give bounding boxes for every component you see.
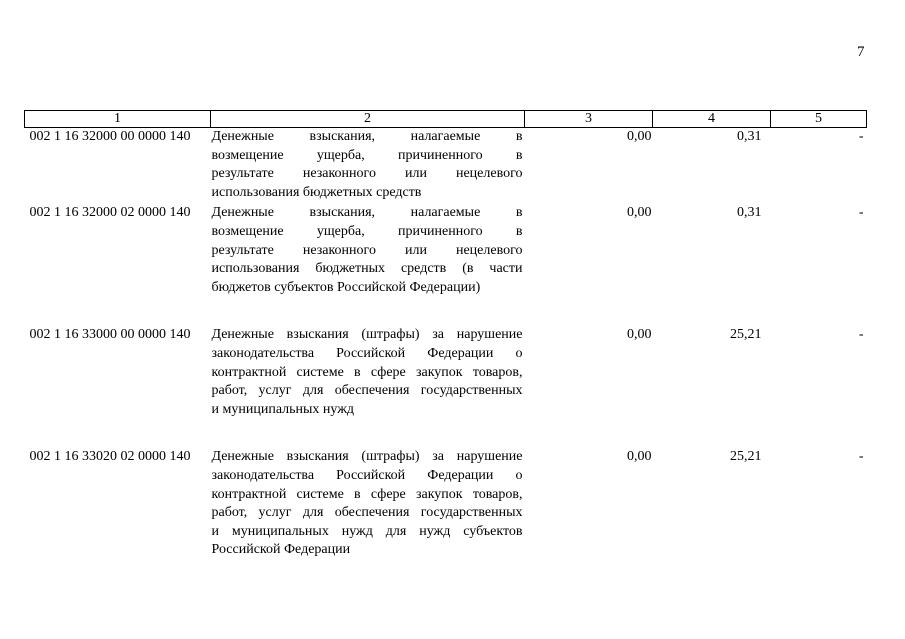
description-line: работ, услуг для обеспечения государственных (211, 383, 523, 399)
row-code: 002 1 16 32000 00 0000 140 (29, 129, 191, 144)
table-row (25, 448, 867, 560)
table-header-row (25, 111, 867, 128)
row-value-col4: 25,21 (730, 327, 762, 343)
row-value-col5: - (858, 205, 864, 221)
description-line: бюджетов субъектов Российской Федерации) (211, 279, 481, 295)
row-value-col3: 0,00 (627, 205, 652, 221)
row-description (211, 448, 525, 560)
description-line: и муниципальных нужд для нужд субъектов (211, 523, 523, 539)
row-value-col4: 0,31 (737, 129, 762, 144)
column-header-4: 4 (653, 111, 771, 128)
description-line: использования бюджетных средств (211, 184, 422, 200)
row-value-col4: 25,21 (730, 449, 762, 465)
row-value-col5: - (858, 327, 864, 343)
description-line: возмещение ущерба, причиненного в (211, 223, 523, 239)
description-line: законодательства Российской Федерации о (211, 467, 523, 483)
column-header-2: 2 (211, 111, 525, 128)
column-header-3: 3 (525, 111, 653, 128)
description-line: Денежные взыскания (штрафы) за нарушение (211, 449, 523, 465)
page-number: 7 (857, 44, 865, 60)
row-description (211, 204, 525, 326)
description-line: контрактной системе в сфере закупок товаров, (211, 486, 523, 502)
description-line: Денежные взыскания, налагаемые в (211, 205, 523, 221)
row-value-col3: 0,00 (627, 327, 652, 343)
row-description (211, 128, 525, 205)
description-line: Российской Федерации (211, 542, 351, 558)
description-line: работ, услуг для обеспечения государственных (211, 505, 523, 521)
description-line: Денежные взыскания (штрафы) за нарушение (211, 327, 523, 343)
budget-table (24, 110, 867, 560)
row-code: 002 1 16 33000 00 0000 140 (29, 327, 191, 343)
row-description (211, 326, 525, 448)
row-value-col3: 0,00 (627, 129, 652, 144)
description-line: результате незаконного или нецелевого (211, 166, 523, 182)
description-line: результате незаконного или нецелевого (211, 242, 523, 258)
description-line: Денежные взыскания, налагаемые в (211, 129, 523, 144)
table-row (25, 128, 867, 205)
table-row (25, 204, 867, 326)
description-line: и муниципальных нужд (211, 401, 355, 417)
column-header-1: 1 (25, 111, 211, 128)
row-code: 002 1 16 32000 02 0000 140 (29, 205, 191, 221)
description-line: использования бюджетных средств (в части (211, 261, 523, 277)
column-header-5: 5 (771, 111, 867, 128)
row-value-col5: - (858, 449, 864, 465)
row-value-col4: 0,31 (737, 205, 762, 221)
row-value-col3: 0,00 (627, 449, 652, 465)
row-value-col5: - (858, 129, 864, 144)
description-line: законодательства Российской Федерации о (211, 345, 523, 361)
table-row (25, 326, 867, 448)
description-line: контрактной системе в сфере закупок товаров, (211, 364, 523, 380)
row-code: 002 1 16 33020 02 0000 140 (29, 449, 191, 465)
description-line: возмещение ущерба, причиненного в (211, 147, 523, 163)
